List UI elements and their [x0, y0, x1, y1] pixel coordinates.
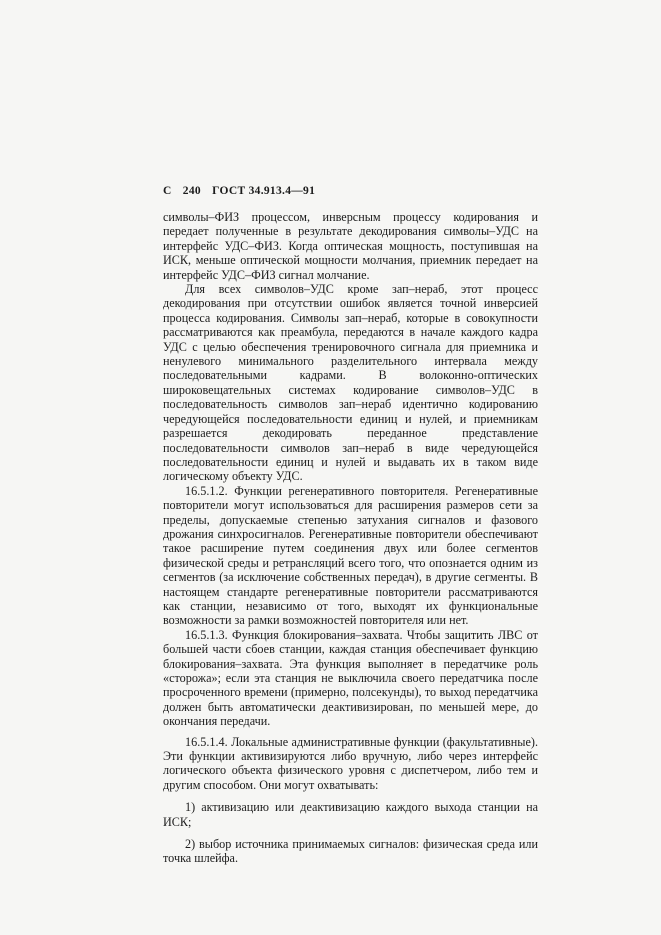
paragraph: символы–ФИЗ процессом, инверсным процессу кодирования и передает полученные в результате декодирования символы–УДС на интерфейс УДС–ФИЗ. Когда оптическая мощность, поступившая на ИСК, меньше оптической мощности молчания, приемник передает на интерфейс УДС–ФИЗ сигнал молчание. [163, 210, 538, 282]
page-header [163, 185, 323, 197]
body-text [163, 210, 538, 866]
page-number: 240 [182, 185, 201, 197]
standard-designation: ГОСТ 34.913.4—91 [212, 185, 316, 197]
paragraph: Для всех символов–УДС кроме зап–нераб, этот процесс декодирования при отсутствии ошибок является точной инверсией процесса кодирования. Символы зап–нераб, которые в совокупности рассматриваются как преамбула, передаются в начале каждого кадра УДС с целью обеспечения тренировочного сигнала для приемника и ненулевого минимального разделительного интервала между последовательными кадрами. В волоконно-оптических широковещательных системах кодирование символов–УДС в последовательность символов зап–нераб идентично кодированию чередующейся последовательности единиц и нулей, и приемникам разрешается декодировать переданное представление последовательности символов зап–нераб в виде чередующейся последовательности единиц и нулей и выдавать их в таком виде логическому объекту УДС. [163, 282, 538, 484]
list-item: 1) активизацию или деактивизацию каждого выхода станции на ИСК; [163, 800, 538, 829]
page-mark: С [163, 185, 172, 197]
section-16-5-1-4: 16.5.1.4. Локальные административные функции (факультативные). Эти функции активизируются либо вручную, либо через интерфейс логического объекта физического уровня с диспетчером, либо тем и другим способом. Они могут охватывать: [163, 734, 538, 792]
section-16-5-1-2: 16.5.1.2. Функции регенеративного повторителя. Регенеративные повторители могут использоваться для расширения размеров сети за пределы, допускаемые степенью затухания сигналов и фазового дрожания синхросигналов. Регенеративные повторители обеспечивают такое расширение путем соединения двух или более сегментов физической среды и ретрансляций всего того, что опознается одним из сегментов (за исключение собственных передач), в другие сегменты. В настоящем стандарте регенеративные повторители рассматриваются как станции, независимо от того, выходят их функциональные возможности за рамки возможностей повторителя или нет. [163, 483, 538, 628]
section-16-5-1-3: 16.5.1.3. Функция блокирования–захвата. Чтобы защитить ЛВС от большей части сбоев станции, каждая станция обеспечивает функцию блокирования–захвата. Эта функция выполняет в передатчике роль «сторожа»; если эта станция не выключила своего передатчика после просроченного времени (примерно, полсекунды), то выход передатчика должен быть автоматически деактивизирован, по меньшей мере, до окончания передачи. [163, 627, 538, 729]
list-item: 2) выбор источника принимаемых сигналов: физическая среда или точка шлейфа. [163, 837, 538, 866]
